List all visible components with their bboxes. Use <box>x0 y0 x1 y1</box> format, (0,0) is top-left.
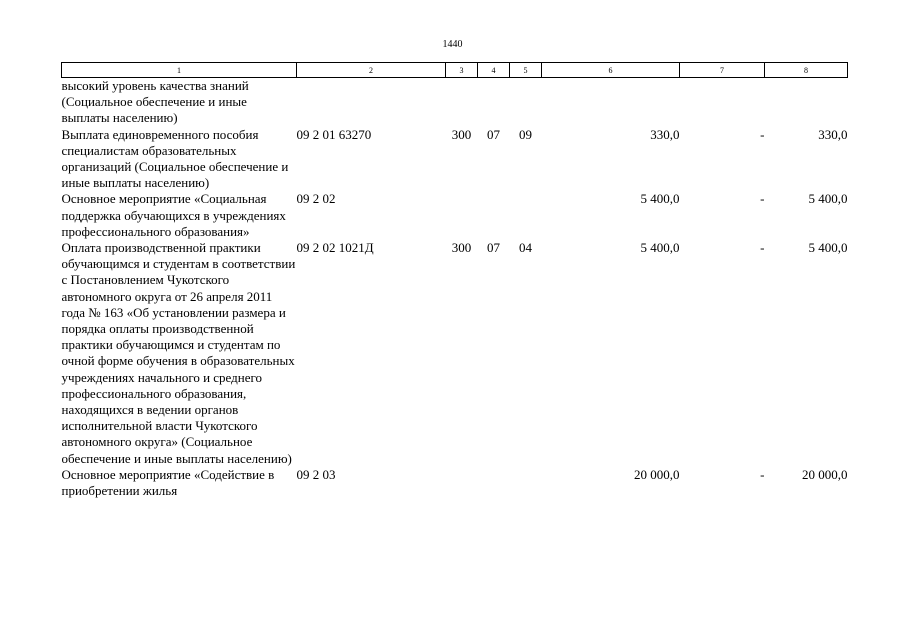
row-col-3: 300 <box>451 126 472 142</box>
row-col-7: - <box>760 126 765 142</box>
row-name: Оплата производственной практики обучающимся и студентам в соответствии с Постановлением Чукотского автономного округа от 26 апреля 2011 года № 163 «Об установлении размера и порядка оплаты производственной практики обучающимся и студентам по очной форме обучения в образовательных учреждениях начального и среднего профессионального образования, находящихся в ведении органов исполнительной власти Чукотского автономного округа» (Социальное обеспечение и иные выплаты населению) <box>61 240 296 466</box>
row-col-7: - <box>760 240 765 256</box>
column-header-8: 8 <box>765 63 848 78</box>
column-header-7: 7 <box>680 63 765 78</box>
row-col-3 <box>446 191 478 240</box>
row-col-7: - <box>760 191 765 207</box>
column-header-6: 6 <box>542 63 680 78</box>
page-number: 1440 <box>442 39 463 50</box>
column-number-header <box>62 63 848 78</box>
row-code: 09 2 01 63270 <box>296 126 372 142</box>
row-col-5 <box>510 467 542 499</box>
row-name: Выплата единовременного пособия специалистам образовательных организаций (Социальное обеспечение и иные выплаты населению) <box>61 126 289 191</box>
row-col-8: 5 400,0 <box>808 240 848 256</box>
row-col-6: 330,0 <box>650 126 680 142</box>
row-col-4 <box>478 191 510 240</box>
row-col-7: - <box>760 466 765 482</box>
row-col-5: 04 <box>519 240 532 256</box>
row-col-3 <box>446 467 478 499</box>
row-name: Основное мероприятие «Социальная поддержка обучающихся в учреждениях профессионального образования» <box>61 191 286 239</box>
row-col-4 <box>478 467 510 499</box>
column-header-5: 5 <box>510 63 542 78</box>
row-code: 09 2 03 <box>296 466 336 482</box>
row-col-8: 5 400,0 <box>808 191 848 207</box>
row-col-8: 330,0 <box>818 126 848 142</box>
row-name: Основное мероприятие «Содействие в приобретении жилья <box>61 466 275 499</box>
column-header-3: 3 <box>446 63 478 78</box>
row-col-5 <box>510 78 542 127</box>
table-row <box>62 240 848 467</box>
table-row <box>62 191 848 240</box>
row-col-6: 20 000,0 <box>634 466 680 482</box>
row-col-5: 09 <box>519 126 532 142</box>
row-code: 09 2 02 1021Д <box>296 240 374 256</box>
row-col-8: 20 000,0 <box>802 466 848 482</box>
budget-table <box>61 62 848 499</box>
table-row <box>62 78 848 127</box>
row-col-4 <box>478 78 510 127</box>
table-row <box>62 467 848 499</box>
row-code: 09 2 02 <box>296 191 336 207</box>
row-col-4: 07 <box>487 126 500 142</box>
row-col-6: 5 400,0 <box>640 240 680 256</box>
row-col-6 <box>542 78 680 127</box>
row-col-3: 300 <box>451 240 472 256</box>
column-header-1: 1 <box>62 63 297 78</box>
column-header-4: 4 <box>478 63 510 78</box>
row-code <box>297 78 446 127</box>
column-header-2: 2 <box>297 63 446 78</box>
row-col-7 <box>680 78 765 127</box>
row-col-6: 5 400,0 <box>640 191 680 207</box>
row-col-3 <box>446 78 478 127</box>
table-row <box>62 127 848 192</box>
row-col-4: 07 <box>487 240 500 256</box>
row-name: высокий уровень качества знаний (Социальное обеспечение и иные выплаты населению) <box>61 78 249 126</box>
row-col-5 <box>510 191 542 240</box>
row-col-8 <box>765 78 848 127</box>
